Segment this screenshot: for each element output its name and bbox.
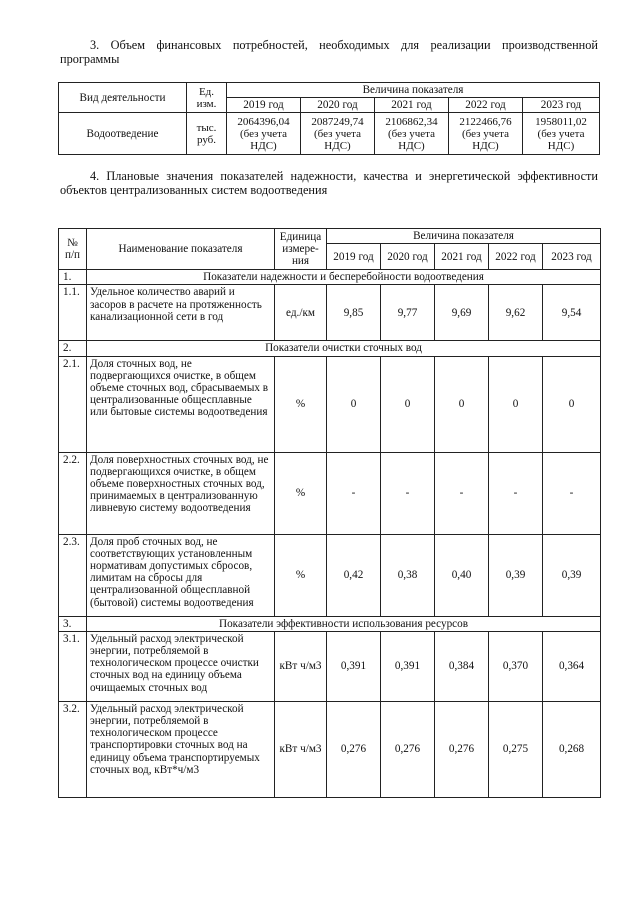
value-cell: 0,38: [381, 534, 435, 616]
value-cell: 0,40: [435, 534, 489, 616]
table-row: [59, 285, 601, 341]
indicator-name: Доля поверхностных сточных вод, не подвергающихся очистке, в общем объеме поверхностных сточных вод, принимаемых в централизованную ливневую систему водоотведения: [87, 452, 275, 534]
table-row: [59, 356, 601, 452]
section-row: [59, 270, 601, 285]
table-row: [59, 534, 601, 616]
value-cell: 9,85: [327, 285, 381, 341]
value-cell: 0,39: [543, 534, 601, 616]
row-number: 2.1.: [59, 356, 87, 452]
section-3-heading: 3. Объем финансовых потребностей, необходимых для реализации производственной программы: [60, 38, 598, 66]
unit-cell: кВт ч/м3: [275, 631, 327, 701]
row-number: 1.1.: [59, 285, 87, 341]
year-header: 2019 год: [327, 244, 381, 270]
section-title: Показатели эффективности использования ресурсов: [87, 616, 601, 631]
value-cell: -: [327, 452, 381, 534]
value-cell: 0,364: [543, 631, 601, 701]
unit-cell: тыс. руб.: [187, 113, 227, 155]
section-row: [59, 616, 601, 631]
indicator-name: Удельный расход электрической энергии, потребляемой в технологическом процессе очистки сточных вод на единицу объема очищаемых сточных вод: [87, 631, 275, 701]
financial-needs-table: [58, 82, 600, 155]
col-name-header: Наименование показателя: [87, 229, 275, 270]
value-cell: 9,69: [435, 285, 489, 341]
unit-cell: %: [275, 534, 327, 616]
row-number: 2.3.: [59, 534, 87, 616]
value-cell: 2122466,76 (без учета НДС): [449, 113, 523, 155]
table-row: [59, 701, 601, 797]
row-number: 2.2.: [59, 452, 87, 534]
year-header: 2023 год: [523, 98, 600, 113]
year-header: 2020 год: [301, 98, 375, 113]
row-number: 3.2.: [59, 701, 87, 797]
value-cell: 0,275: [489, 701, 543, 797]
unit-cell: %: [275, 356, 327, 452]
value-cell: 0,391: [381, 631, 435, 701]
unit-cell: кВт ч/м3: [275, 701, 327, 797]
section-title: Показатели очистки сточных вод: [87, 341, 601, 356]
table-row: [59, 452, 601, 534]
value-cell: 9,54: [543, 285, 601, 341]
year-header: 2019 год: [227, 98, 301, 113]
value-cell: -: [543, 452, 601, 534]
year-header: 2021 год: [435, 244, 489, 270]
value-cell: 0: [381, 356, 435, 452]
value-cell: 0: [435, 356, 489, 452]
row-number: 3.1.: [59, 631, 87, 701]
activity-cell: Водоотведение: [59, 113, 187, 155]
section-number: 2.: [59, 341, 87, 356]
value-cell: 0,391: [327, 631, 381, 701]
value-cell: 0,384: [435, 631, 489, 701]
unit-cell: ед./км: [275, 285, 327, 341]
value-cell: 0: [489, 356, 543, 452]
section-title: Показатели надежности и бесперебойности водоотведения: [87, 270, 601, 285]
indicator-name: Удельный расход электрической энергии, потребляемой в технологическом процессе транспортировки сточных вод на единицу объема транспортируемых сточных вод, кВт*ч/м3: [87, 701, 275, 797]
year-header: 2022 год: [449, 98, 523, 113]
year-header: 2020 год: [381, 244, 435, 270]
col-activity-header: Вид деятельности: [59, 83, 187, 113]
value-cell: 9,62: [489, 285, 543, 341]
value-cell: 0: [327, 356, 381, 452]
table-row: [59, 631, 601, 701]
value-cell: 0,268: [543, 701, 601, 797]
indicator-name: Удельное количество аварий и засоров в расчете на протяженность канализационной сети в год: [87, 285, 275, 341]
value-cell: 1958011,02 (без учета НДС): [523, 113, 600, 155]
unit-cell: %: [275, 452, 327, 534]
value-cell: 0,276: [435, 701, 489, 797]
col-value-header: Величина показателя: [227, 83, 600, 98]
value-cell: 0,370: [489, 631, 543, 701]
year-header: 2022 год: [489, 244, 543, 270]
value-cell: 9,77: [381, 285, 435, 341]
value-cell: -: [489, 452, 543, 534]
col-unit-header: Единица измере-ния: [275, 229, 327, 270]
year-header: 2023 год: [543, 244, 601, 270]
value-cell: 2106862,34 (без учета НДС): [375, 113, 449, 155]
year-header: 2021 год: [375, 98, 449, 113]
value-cell: -: [435, 452, 489, 534]
value-cell: 0,39: [489, 534, 543, 616]
section-row: [59, 341, 601, 356]
indicator-name: Доля сточных вод, не подвергающихся очистке, в общем объеме сточных вод, сбрасываемых в централизованные общесплавные или бытовые системы водоотведения: [87, 356, 275, 452]
col-value-header: Величина показателя: [327, 229, 601, 244]
col-unit-header: Ед. изм.: [187, 83, 227, 113]
value-cell: 0,42: [327, 534, 381, 616]
section-number: 3.: [59, 616, 87, 631]
col-num-header: № п/п: [59, 229, 87, 270]
value-cell: -: [381, 452, 435, 534]
section-4-heading: 4. Плановые значения показателей надежности, качества и энергетической эффективности объектов централизованных систем водоотведения: [60, 169, 598, 197]
indicators-table: [58, 228, 601, 798]
value-cell: 2087249,74 (без учета НДС): [301, 113, 375, 155]
section-number: 1.: [59, 270, 87, 285]
value-cell: 0,276: [381, 701, 435, 797]
value-cell: 0,276: [327, 701, 381, 797]
value-cell: 2064396,04 (без учета НДС): [227, 113, 301, 155]
indicator-name: Доля проб сточных вод, не соответствующих установленным нормативам допустимых сбросов, лимитам на сбросы для централизованной общесплавной (бытовой) системы водоотведения: [87, 534, 275, 616]
value-cell: 0: [543, 356, 601, 452]
